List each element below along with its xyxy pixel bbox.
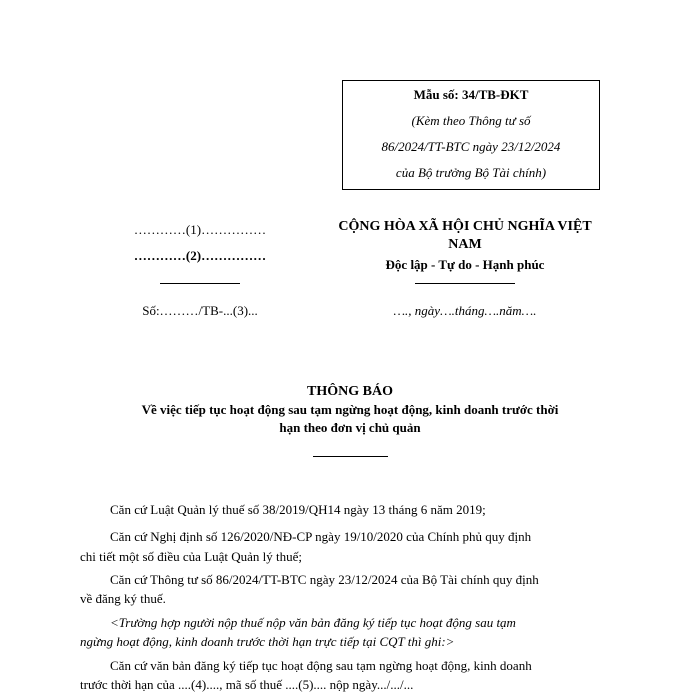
instruction-note-line-2: ngừng hoạt động, kinh doanh trước thời hạn trực tiếp tại CQT thì ghi:>: [80, 634, 455, 649]
title-rule: [313, 456, 388, 457]
place-date-line: …., ngày….tháng….năm….: [393, 303, 537, 318]
legal-basis-registration-line-1: Căn cứ văn bản đăng ký tiếp tục hoạt động sau tạm ngừng hoạt động, kinh doanh: [110, 658, 532, 673]
country-name-line-2: NAM: [448, 237, 482, 252]
legal-basis-decree-line-1: Căn cứ Nghị định số 126/2020/NĐ-CP ngày 19/10/2020 của Chính phủ quy định: [110, 529, 532, 544]
document-subtitle-line-2: hạn theo đơn vị chủ quản: [279, 420, 421, 435]
legal-basis-circular-line-1: Căn cứ Thông tư số 86/2024/TT-BTC ngày 23/12/2024 của Bộ Tài chính quy định: [110, 572, 539, 587]
form-reference-line-2: 86/2024/TT-BTC ngày 23/12/2024: [381, 139, 561, 154]
instruction-note: [80, 613, 618, 649]
legal-basis-decree: [80, 527, 618, 564]
issuing-authority-field: …………(1)……………: [133, 222, 267, 237]
document-subtitle-line-1: Về việc tiếp tục hoạt động sau tạm ngừng hoạt động, kinh doanh trước thời: [141, 402, 559, 417]
legal-basis-law: Căn cứ Luật Quản lý thuế số 38/2019/QH14 ngày 13 tháng 6 năm 2019;: [110, 502, 486, 517]
legal-basis-registration: [80, 656, 618, 692]
form-reference-line-3: của Bộ trưởng Bộ Tài chính): [395, 165, 547, 180]
issuing-office-field: …………(2)……………: [133, 248, 267, 263]
instruction-note-line-1: <Trường hợp người nộp thuế nộp văn bản đăng ký tiếp tục hoạt động sau tạm: [110, 615, 516, 630]
document-title: THÔNG BÁO: [307, 384, 393, 399]
legal-basis-registration-line-2: trước thời hạn của ....(4)...., mã số thuế ....(5).... nộp ngày.../.../...: [80, 677, 414, 692]
document-number: Số:………/TB-...(3)...: [142, 303, 258, 318]
form-number-box: [342, 80, 600, 190]
legal-basis-circular: [80, 570, 618, 606]
form-reference-line-1: (Kèm theo Thông tư số: [411, 113, 531, 128]
right-header-rule: [415, 283, 515, 284]
form-number: Mẫu số: 34/TB-ĐKT: [413, 87, 529, 102]
legal-basis-decree-line-2: chi tiết một số điều của Luật Quản lý thuế;: [80, 549, 303, 564]
left-header-rule: [160, 283, 240, 284]
legal-basis-circular-line-2: về đăng ký thuế.: [80, 591, 166, 606]
national-motto: Độc lập - Tự do - Hạnh phúc: [385, 257, 545, 272]
country-name-line-1: CỘNG HÒA XÃ HỘI CHỦ NGHĨA VIỆT: [338, 219, 592, 234]
